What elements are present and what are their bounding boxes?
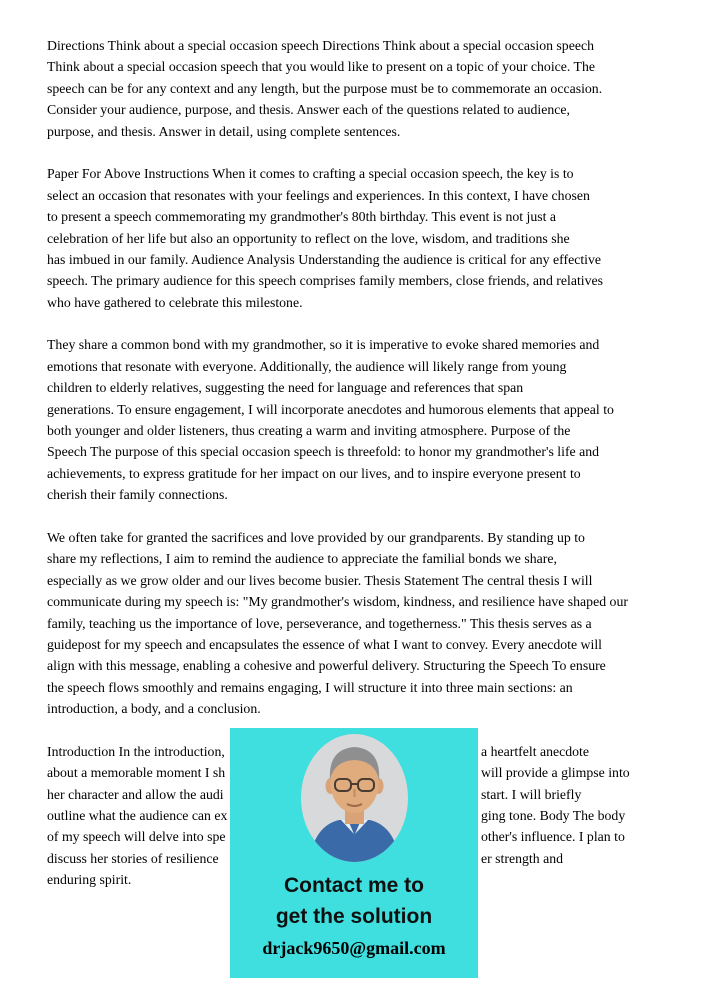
- text-line: select an occasion that resonates with your feelings and experiences. In this context, I have chosen: [47, 187, 590, 203]
- paragraph: [47, 163, 663, 313]
- contact-heading-line2: get the solution: [275, 905, 433, 928]
- text-line: We often take for granted the sacrifices and love provided by our grandparents. By standing up to: [47, 529, 585, 545]
- text-line: Consider your audience, purpose, and thesis. Answer each of the questions related to audience,: [47, 102, 570, 118]
- text-line: has imbued in our family. Audience Analysis Understanding the audience is critical for any effective: [47, 251, 602, 267]
- text-fragment-left: Introduction In the introduction,: [47, 743, 225, 759]
- text-line: achievements, to express gratitude for her impact on our lives, and to inspire everyone present to: [47, 465, 581, 481]
- paragraph: [47, 35, 663, 142]
- text-line: family, teaching us the importance of love, perseverance, and togetherness." This thesis serves as a: [47, 615, 592, 631]
- text-line: to present a speech commemorating my grandmother's 80th birthday. This event is not just a: [47, 209, 557, 225]
- text-fragment-left: enduring spirit.: [47, 872, 132, 888]
- contact-overlay: [230, 728, 478, 978]
- text-line: especially as we grow older and our lives become busier. Thesis Statement The central thesis I will: [47, 572, 593, 588]
- text-line: purpose, and thesis. Answer in detail, using complete sentences.: [47, 123, 401, 139]
- text-line: introduction, a body, and a conclusion.: [47, 701, 261, 717]
- contact-email: drjack9650@gmail.com: [262, 938, 446, 958]
- text-line: Think about a special occasion speech that you would like to present on a topic of your choice. The: [47, 59, 596, 75]
- text-fragment-right: will provide a glimpse into: [481, 765, 630, 781]
- text-fragment-left: outline what the audience can ex: [47, 808, 228, 824]
- text-line: children to elderly relatives, suggesting the need for language and references that span: [47, 380, 524, 396]
- text-fragment-left: about a memorable moment I sh: [47, 765, 226, 781]
- text-line: generations. To ensure engagement, I will incorporate anecdotes and humorous elements that appeal to: [47, 401, 614, 417]
- text-line: cherish their family connections.: [47, 487, 228, 503]
- text-fragment-right: a heartfelt anecdote: [481, 743, 590, 759]
- text-fragment-right: er strength and: [481, 850, 563, 866]
- text-line: speech can be for any context and any length, but the purpose must be to commemorate an occasion.: [47, 80, 603, 96]
- text-fragment-right: ging tone. Body The body: [481, 808, 626, 824]
- text-line: emotions that resonate with everyone. Additionally, the audience will likely range from young: [47, 358, 567, 374]
- text-line: who have gathered to celebrate this milestone.: [47, 294, 303, 310]
- man-headshot-icon: [301, 734, 408, 862]
- text-fragment-right: other's influence. I plan to: [481, 829, 625, 845]
- contact-heading-line1: Contact me to: [283, 874, 424, 897]
- text-line: celebration of her life but also an opportunity to reflect on the love, wisdom, and traditions she: [47, 230, 570, 246]
- text-fragment-left: of my speech will delve into spe: [47, 829, 226, 845]
- text-line: Paper For Above Instructions When it comes to crafting a special occasion speech, the key is to: [47, 166, 574, 182]
- text-fragment-left: her character and allow the audi: [47, 786, 224, 802]
- paragraph: [47, 527, 663, 720]
- text-line: They share a common bond with my grandmother, so it is imperative to evoke shared memories and: [47, 337, 600, 353]
- text-fragment-left: discuss her stories of resilience: [47, 850, 219, 866]
- text-line: communicate during my speech is: "My grandmother's wisdom, kindness, and resilience have shaped our: [47, 594, 628, 610]
- text-line: align with this message, enabling a cohesive and powerful delivery. Structuring the Speech To ensure: [47, 658, 606, 674]
- paragraph: [47, 334, 663, 505]
- text-fragment-right: start. I will briefly: [481, 786, 582, 802]
- contact-photo: [301, 734, 408, 862]
- text-line: the speech flows smoothly and remains engaging, I will structure it into three main sections: an: [47, 679, 573, 695]
- text-line: speech. The primary audience for this speech comprises family members, close friends, and relatives: [47, 273, 604, 289]
- text-line: share my reflections, I aim to remind the audience to appreciate the familial bonds we share,: [47, 551, 557, 567]
- text-line: Speech The purpose of this special occasion speech is threefold: to honor my grandmother's life and: [47, 444, 600, 460]
- text-line: guidepost for my speech and encapsulates the essence of what I want to convey. Every anecdote will: [47, 636, 603, 652]
- text-line: Directions Think about a special occasion speech Directions Think about a special occasion speech: [47, 38, 594, 53]
- contact-heading: [230, 870, 478, 932]
- text-line: both younger and older listeners, thus creating a warm and inviting atmosphere. Purpose of the: [47, 423, 571, 439]
